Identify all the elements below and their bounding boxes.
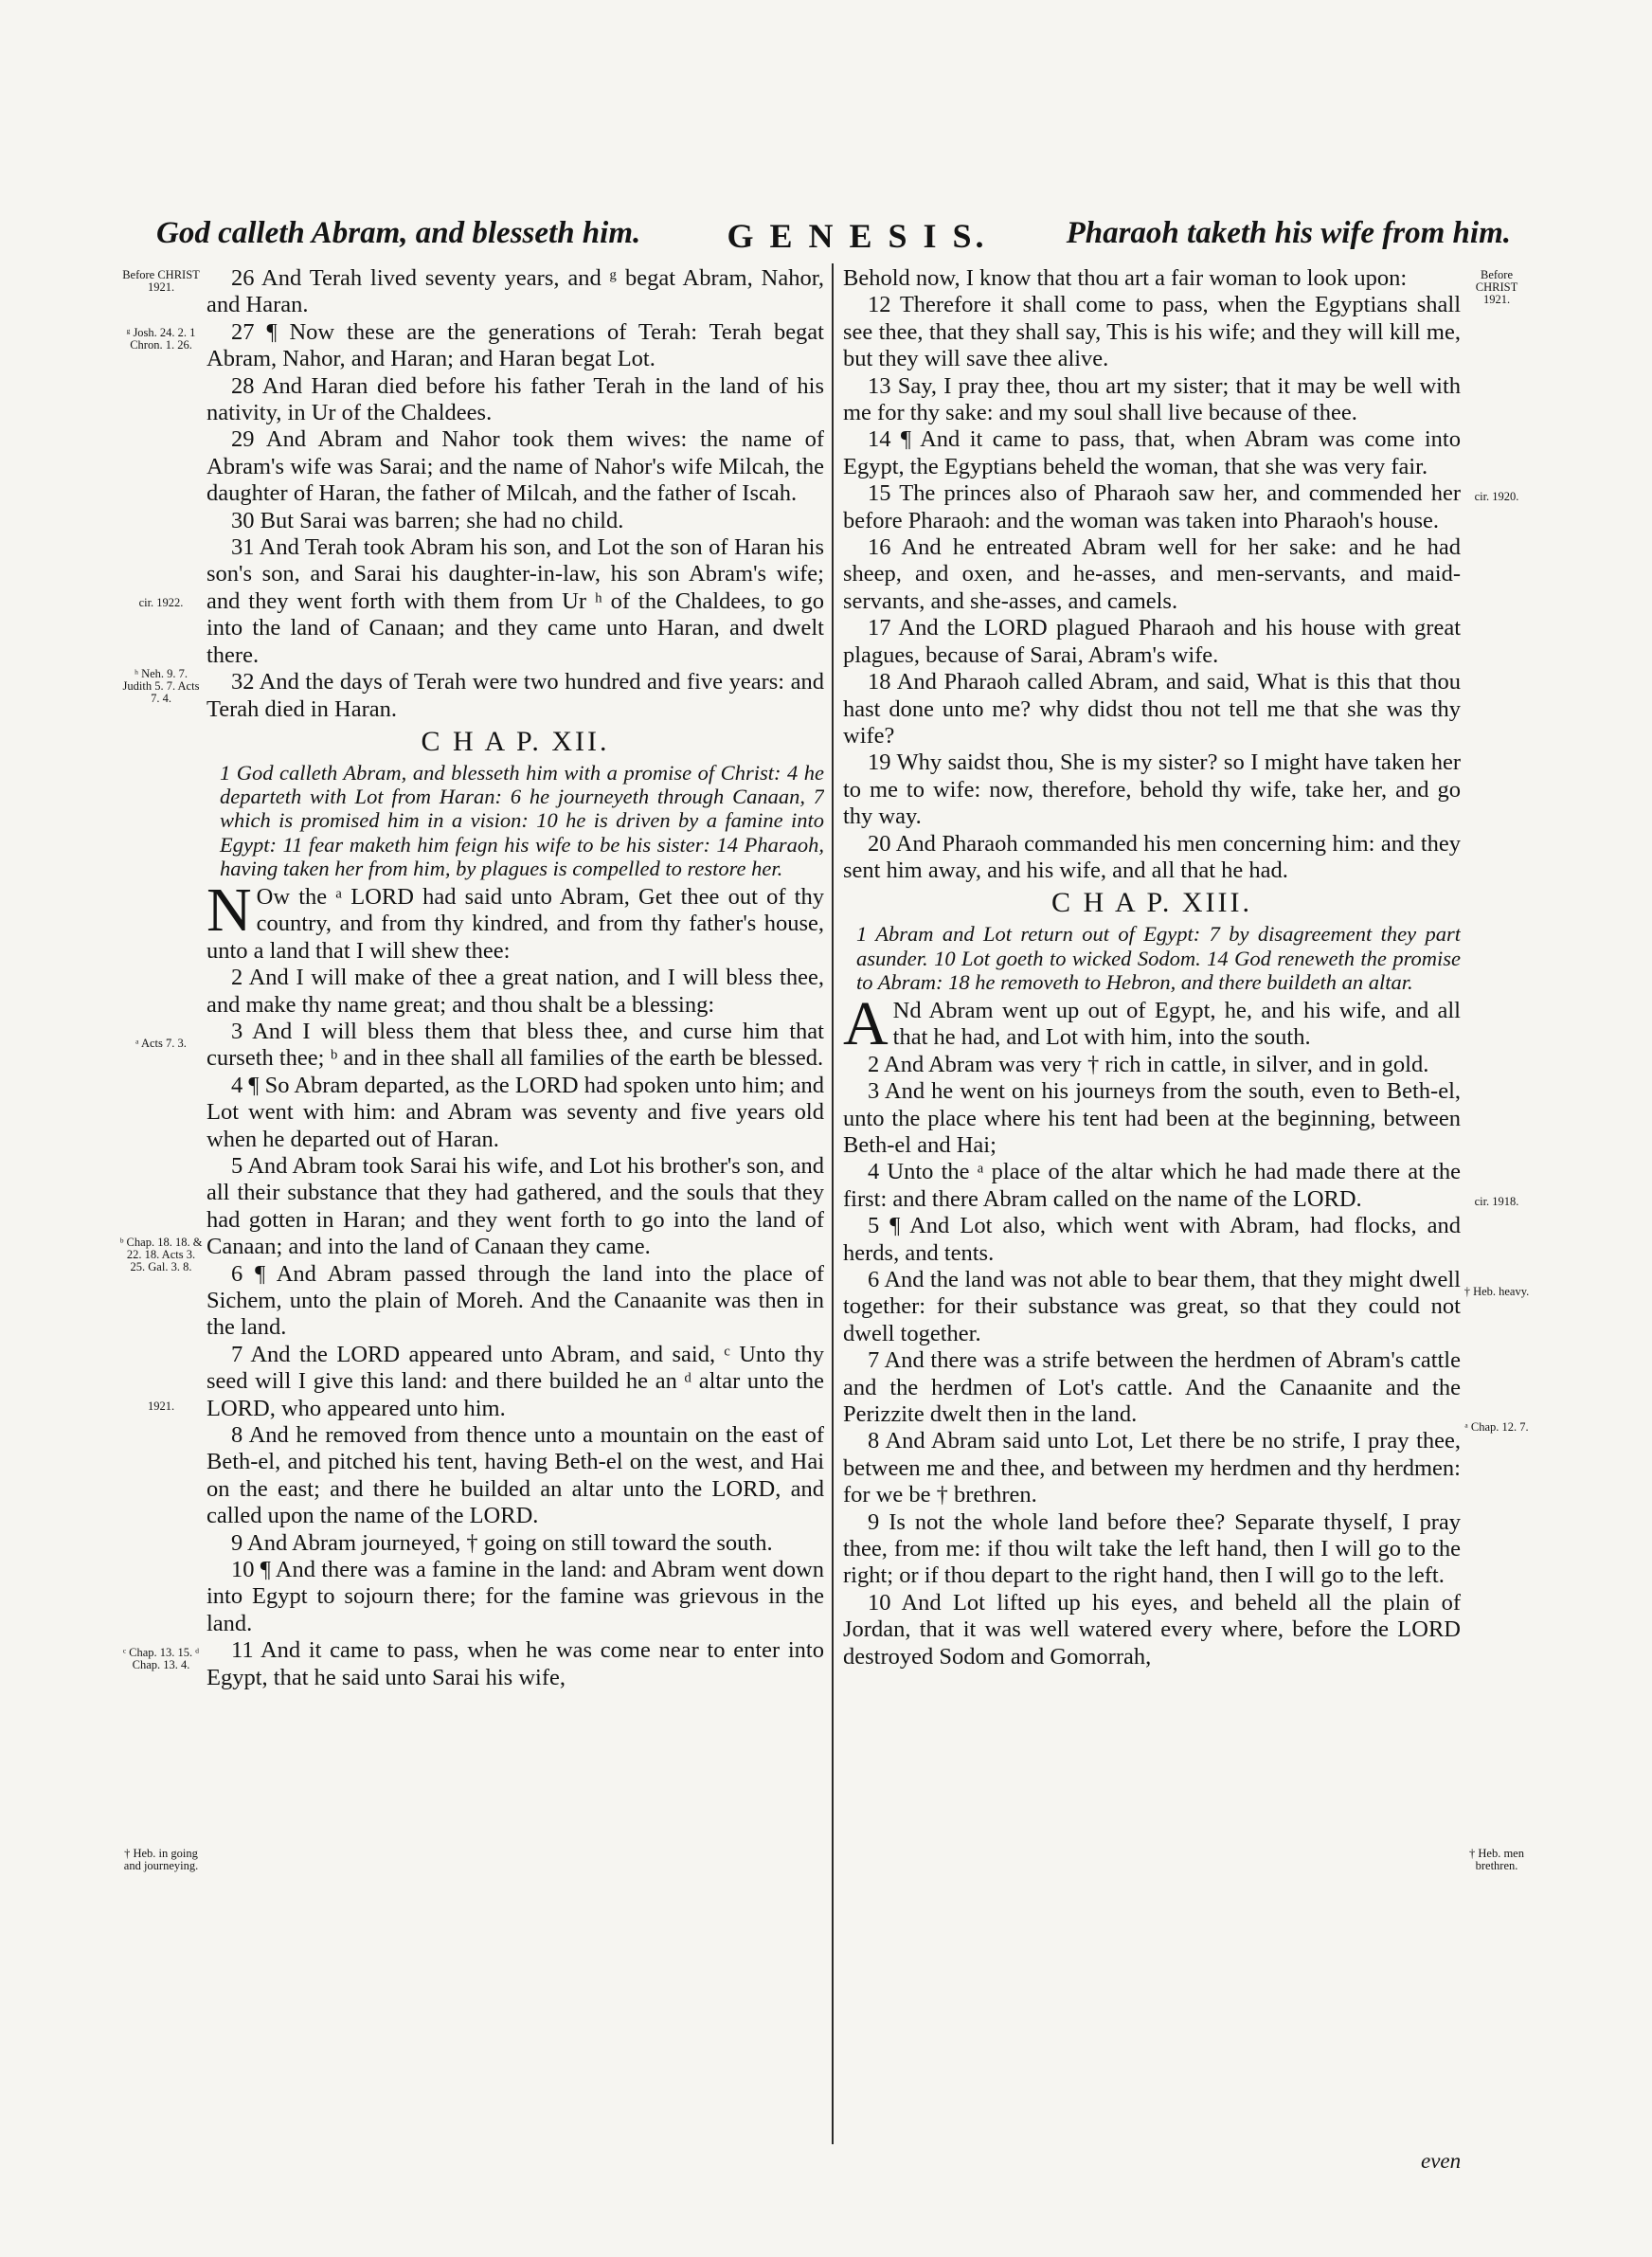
- chapter-first-verse: [843, 988, 1461, 1058]
- column-divider: [832, 263, 834, 2144]
- verse: 18 And Pharaoh called Abram, and said, What is this that thou hast done unto me? why didst thou not tell me that she was thy wife?: [843, 669, 1461, 749]
- verse: 16 And he entreated Abram well for her sake: and he had sheep, and oxen, and he-asses, and men-servants, and maid-servants, and she-asses, and camels.: [843, 534, 1461, 614]
- chapter-contents: 1 Abram and Lot return out of Egypt: 7 by disagreement they part asunder. 10 Lot goeth to wicked Sodom. 14 God reneweth the promise to Abram: 18 he removeth to Hebron, and there buildeth an altar.: [856, 922, 1461, 994]
- verse: 10 ¶ And there was a famine in the land: and Abram went down into Egypt to sojourn there; for the famine was grievous in the land.: [206, 1557, 824, 1636]
- margin-before-christ: Before CHRIST 1921.: [1475, 268, 1518, 306]
- chapter-heading: C H A P. XIII.: [1050, 887, 1253, 919]
- verse: 5 And Abram took Sarai his wife, and Lot his brother's son, and all their substance that they had gathered, and the souls that they had gotten in Haran; and they went forth to go into the land of Canaan; and into the land of Canaan they came.: [206, 1152, 824, 1260]
- margin-note: cir. 1920.: [1474, 490, 1519, 503]
- verse: 3 And I will bless them that bless thee, and curse him that curseth thee; ᵇ and in thee shall all families of the earth be blessed.: [206, 1018, 824, 1072]
- first-verse-text: Ow the ᵃ LORD had said unto Abram, Get thee out of thy country, and from thy kindred, and from thy father's house, unto a land that I will shew thee:: [206, 883, 824, 964]
- margin-note: † Heb. men brethren.: [1469, 1847, 1524, 1872]
- verse: 17 And the LORD plagued Pharaoh and his house with great plagues, because of Sarai, Abram's wife.: [843, 615, 1461, 668]
- verse: 27 ¶ Now these are the generations of Terah: Terah begat Abram, Nahor, and Haran; and Haran begat Lot.: [206, 318, 824, 372]
- verse: 30 But Sarai was barren; she had no child.: [231, 507, 624, 533]
- verse: 5 ¶ And Lot also, which went with Abram, had flocks, and herds, and tents.: [843, 1213, 1461, 1266]
- margin-note: ʰ Neh. 9. 7. Judith 5. 7. Acts 7. 4.: [122, 667, 200, 705]
- left-column: [206, 265, 824, 2151]
- verse: 26 And Terah lived seventy years, and ᵍ begat Abram, Nahor, and Haran.: [206, 265, 824, 318]
- verse: 2 And I will make of thee a great nation, and I will bless thee, and make thy name great; and thou shalt be a blessing:: [206, 965, 824, 1018]
- verse: 19 Why saidst thou, She is my sister? so I might have taken her to me to wife: now, therefore, behold thy wife, take her, and go thy way.: [843, 749, 1461, 830]
- verse: 6 ¶ And Abram passed through the land into the place of Sichem, unto the plain of Moreh. And the Canaanite was then in the land.: [206, 1260, 824, 1341]
- running-header: [156, 216, 1511, 263]
- verse: 2 And Abram was very † rich in cattle, in silver, and in gold.: [868, 1051, 1429, 1077]
- first-verse-text: Nd Abram went up out of Egypt, he, and his wife, and all that he had, and Lot with him, into the south.: [892, 997, 1461, 1051]
- chapter-heading: C H A P. XII.: [421, 725, 610, 757]
- margin-note: ᵍ Josh. 24. 2. 1 Chron. 1. 26.: [126, 326, 196, 352]
- margin-note: † Heb. heavy.: [1463, 1285, 1530, 1298]
- verse: 13 Say, I pray thee, thou art my sister; that it may be well with me for thy sake: and my soul shall live because of thee.: [843, 372, 1461, 426]
- book-title: G E N E S I S.: [727, 217, 988, 255]
- verse: 31 And Terah took Abram his son, and Lot the son of Haran his son's son, and Sarai his daughter-in-law, his son Abram's wife; and they went forth with them from Ur ʰ of the Chaldees, to go into the land of Canaan; and they came unto Haran, and dwelt there.: [206, 534, 824, 668]
- margin-note: ᵃ Chap. 12. 7.: [1464, 1420, 1529, 1434]
- verse: 4 ¶ So Abram departed, as the LORD had spoken unto him; and Lot went with him: and Abram was seventy and five years old when he departed out of Haran.: [206, 1072, 824, 1152]
- verse: 29 And Abram and Nahor took them wives: the name of Abram's wife was Sarai; and the name of Nahor's wife Milcah, the daughter of Haran, the father of Milcah, and the father of Iscah.: [206, 426, 824, 507]
- margin-note: cir. 1918.: [1474, 1195, 1519, 1208]
- verse: 14 ¶ And it came to pass, that, when Abram was come into Egypt, the Egyptians beheld the woman, that she was very fair.: [843, 426, 1461, 479]
- margin-note: ᵇ Chap. 18. 18. & 22. 18. Acts 3. 25. Gal. 3. 8.: [119, 1236, 203, 1273]
- verse: 6 And the land was not able to bear them, that they might dwell together: for their substance was great, so that they could not dwell together.: [843, 1267, 1461, 1346]
- verse: 10 And Lot lifted up his eyes, and beheld all the plain of Jordan, that it was well watered every where, before the LORD destroyed Sodom and Gomorrah,: [843, 1589, 1461, 1670]
- verse: 7 And there was a strife between the herdmen of Abram's cattle and the herdmen of Lot's cattle. And the Canaanite and the Perizzite dwelt then in the land.: [843, 1347, 1461, 1428]
- verse: 3 And he went on his journeys from the south, even to Beth-el, unto the place where his tent had been at the beginning, between Beth-el and Hai;: [843, 1078, 1461, 1158]
- verse: 32 And the days of Terah were two hundred and five years: and Terah died in Haran.: [206, 669, 824, 722]
- verse: 7 And the LORD appeared unto Abram, and said, ᶜ Unto thy seed will I give this land: and there builded he an ᵈ altar unto the LORD, who appeared unto him.: [206, 1341, 824, 1421]
- header-right: Pharaoh taketh his wife from him.: [1066, 216, 1511, 250]
- margin-before-christ: Before CHRIST 1921.: [122, 268, 200, 294]
- chapter-first-verse: [206, 875, 824, 965]
- header-left: God calleth Abram, and blesseth him.: [156, 216, 641, 250]
- verse: 12 Therefore it shall come to pass, when the Egyptians shall see thee, that they shall say, This is his wife; and they will kill me, but they will save thee alive.: [843, 292, 1461, 372]
- verse: 4 Unto the ᵃ place of the altar which he had made there at the first: and there Abram called on the name of the LORD.: [843, 1159, 1461, 1212]
- verse: 20 And Pharaoh commanded his men concerning him: and they sent him away, and his wife, and all that he had.: [843, 830, 1461, 883]
- margin-note: ᵃ Acts 7. 3.: [135, 1037, 187, 1050]
- verse: 9 Is not the whole land before thee? Separate thyself, I pray thee, from me: if thou wilt take the left hand, then I will go to the right; or if thou depart to the right hand, then I will go to the left.: [843, 1508, 1461, 1589]
- margin-note: ᶜ Chap. 13. 15. ᵈ Chap. 13. 4.: [122, 1646, 200, 1671]
- margin-note: † Heb. in going and journeying.: [123, 1847, 199, 1872]
- verse: 15 The princes also of Pharaoh saw her, and commended her before Pharaoh: and the woman was taken into Pharaoh's house.: [843, 480, 1461, 533]
- verse: 8 And Abram said unto Lot, Let there be no strife, I pray thee, between me and thee, and between my herdmen and thy herdmen: for we be † brethren.: [843, 1428, 1461, 1508]
- verse-continuation: Behold now, I know that thou art a fair woman to look upon:: [843, 265, 1408, 291]
- right-column: [843, 265, 1461, 2151]
- verse: 11 And it came to pass, when he was come near to enter into Egypt, that he said unto Sarai his wife,: [206, 1637, 824, 1690]
- verse: 9 And Abram journeyed, † going on still toward the south.: [231, 1529, 773, 1556]
- drop-cap: A: [843, 988, 889, 1058]
- margin-note: cir. 1922.: [138, 596, 184, 609]
- catchword: even: [1421, 2149, 1462, 2173]
- chapter-contents: 1 God calleth Abram, and blesseth him with a promise of Christ: 4 he departeth with Lot from Haran: 6 he journeyeth through Canaan, 7 which is promised him in a vision: 10 he is driven by a famine into Egypt: 11 fear maketh him feign his wife to be his sister: 14 Pharaoh, having taken her from him, by plagues is compelled to restore her.: [220, 760, 824, 880]
- verse: 8 And he removed from thence unto a mountain on the east of Beth-el, and pitched his tent, having Beth-el on the west, and Hai on the east; and there he builded an altar unto the LORD, and called upon the name of the LORD.: [206, 1422, 824, 1529]
- verse: 28 And Haran died before his father Terah in the land of his nativity, in Ur of the Chaldees.: [206, 372, 824, 426]
- margin-note: 1921.: [147, 1399, 175, 1413]
- drop-cap: N: [206, 875, 252, 945]
